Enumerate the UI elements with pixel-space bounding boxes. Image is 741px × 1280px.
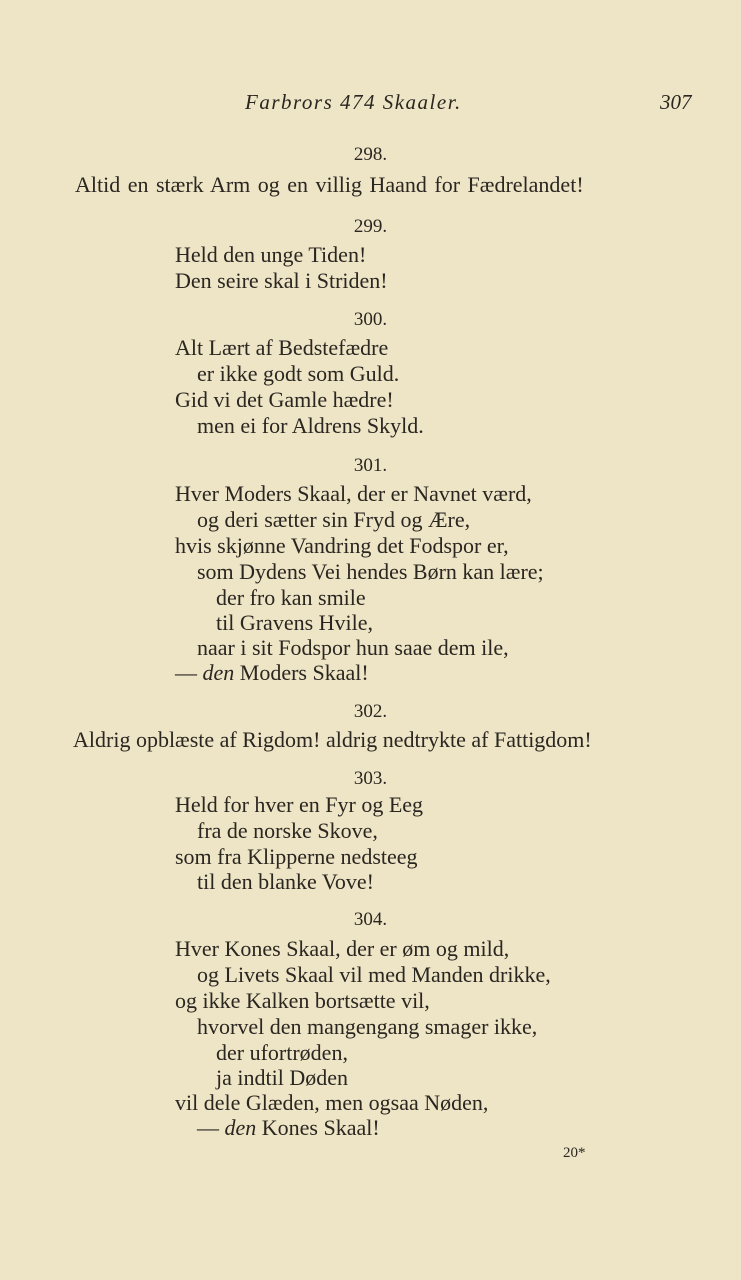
- toast-line: til Gravens Hvile,: [216, 610, 374, 635]
- closing-text: Kones Skaal!: [261, 1115, 380, 1140]
- toast-line: som Dydens Vei hendes Børn kan lære;: [197, 559, 544, 584]
- toast-number: 301.: [353, 455, 388, 476]
- toast-line: Gid vi det Gamle hædre!: [175, 387, 394, 412]
- toast-line: Aldrig opblæste af Rigdom! aldrig nedtrykte af Fattigdom!: [73, 727, 592, 752]
- toast-closing: [175, 660, 369, 686]
- page-number: 307: [660, 90, 692, 114]
- toast-line: naar i sit Fodspor hun saae dem ile,: [197, 635, 509, 660]
- toast-line: vil dele Glæden, men ogsaa Nøden,: [175, 1090, 489, 1115]
- toast-line: der ufortrøden,: [216, 1040, 348, 1065]
- toast-number: 299.: [353, 216, 388, 237]
- toast-line: og ikke Kalken bortsætte vil,: [175, 988, 430, 1013]
- toast-line: hvorvel den mangengang smager ikke,: [197, 1014, 538, 1039]
- running-head: [0, 90, 741, 120]
- toast-line: er ikke godt som Guld.: [197, 361, 400, 386]
- toast-number: 304.: [353, 909, 388, 930]
- toast-line: men ei for Aldrens Skyld.: [197, 413, 424, 438]
- toast-line: Held for hver en Fyr og Eeg: [175, 792, 424, 817]
- toast-closing: [197, 1115, 380, 1141]
- toast-line: fra de norske Skove,: [197, 818, 378, 843]
- toast-line: som fra Klipperne nedsteeg: [175, 844, 418, 869]
- toast-number: 300.: [353, 309, 388, 330]
- toast-line: til den blanke Vove!: [197, 869, 374, 894]
- running-title: Farbrors 474 Skaaler.: [245, 90, 462, 114]
- toast-number: 303.: [353, 768, 388, 789]
- toast-number: 302.: [353, 701, 388, 722]
- toast-line: hvis skjønne Vandring det Fodspor er,: [175, 533, 509, 558]
- toast-number: 298.: [353, 144, 388, 165]
- toast-line: Hver Kones Skaal, der er øm og mild,: [175, 936, 510, 961]
- toast-line: Altid en stærk Arm og en villig Haand for Fædrelandet!: [75, 172, 584, 197]
- em-dash: —: [175, 660, 197, 685]
- toast-line: Hver Moders Skaal, der er Navnet værd,: [175, 481, 532, 506]
- toast-line: Den seire skal i Striden!: [175, 268, 388, 293]
- toast-line: ja indtil Døden: [216, 1065, 348, 1090]
- toast-line: Alt Lært af Bedstefædre: [175, 335, 389, 360]
- italic-word: den: [202, 660, 235, 685]
- italic-word: den: [224, 1115, 257, 1140]
- closing-text: Moders Skaal!: [239, 660, 369, 685]
- toast-line: Held den unge Tiden!: [175, 242, 367, 267]
- em-dash: —: [197, 1115, 219, 1140]
- toast-line: og Livets Skaal vil med Manden drikke,: [197, 962, 551, 987]
- toast-line: der fro kan smile: [216, 585, 366, 610]
- toast-line: og deri sætter sin Fryd og Ære,: [197, 507, 471, 532]
- signature-mark: 20*: [563, 1145, 586, 1161]
